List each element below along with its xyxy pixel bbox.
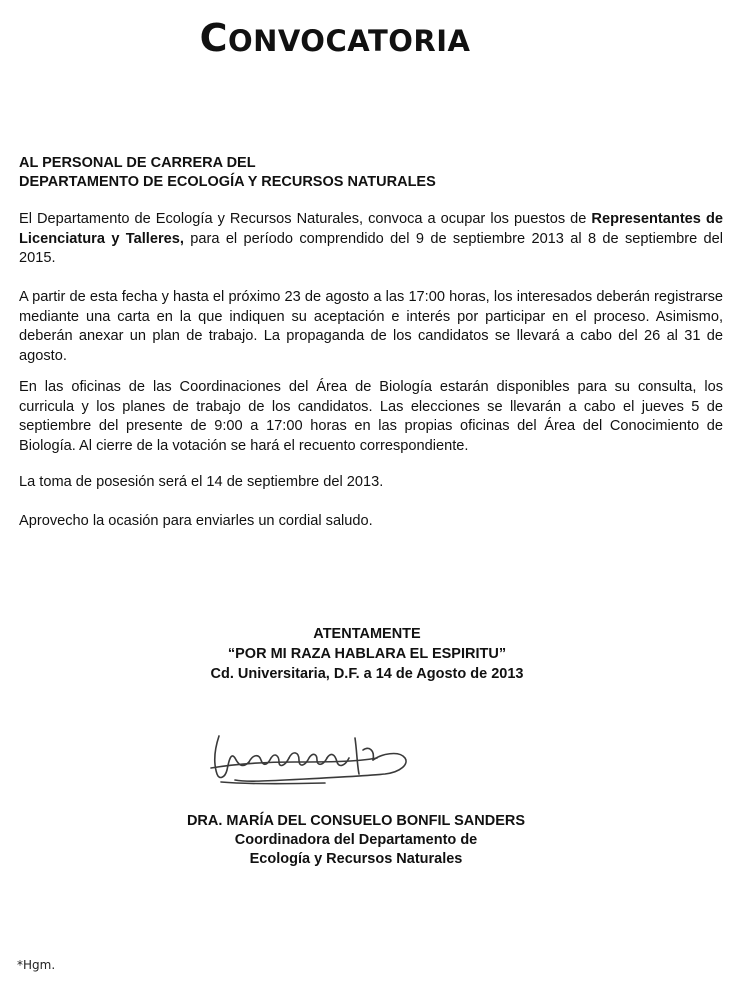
addressee-block [19,154,436,192]
paragraph-1 [19,210,723,269]
signatory-block [0,812,744,869]
title-rest: ONVOCATORIA [227,24,471,58]
paragraph-3: En las oficinas de las Coordinaciones del Área de Biología estarán disponibles para su consulta, los curricula y los planes de trabajo de los candidatos. Las elecciones se llevarán a cabo el jueves 5 de septiembre del presente de 9:00 a 17:00 horas en las propias oficinas del Área del Conocimiento de Biología. Al cierre de la votación se hará el recuento correspondiente. [19,379,723,454]
document-title [0,16,670,60]
paragraph-1-period: para el período comprendido del 9 de septiembre 2013 al 8 de septiembre del 2015. [19,230,723,266]
paragraph-2: A partir de esta fecha y hasta el próximo 23 de agosto a las 17:00 horas, los interesados deberán registrarse mediante una carta en la que indiquen su aceptación e interés por participar en el proceso. Asimismo, deberán anexar un plan de trabajo. La propaganda de los candidatos se llevará a cabo del 26 al 31 de agosto. [19,289,723,364]
paragraph-1-positions: Representantes de Licenciatura y Talleres, [19,211,723,247]
paragraph-4: La toma de posesión será el 14 de septiembre del 2013. [19,474,384,490]
handwritten-signature [205,728,415,788]
paragraph-5: Aprovecho la ocasión para enviarles un cordial saludo. [19,513,373,529]
closing-salutation: ATENTAMENTE [313,626,421,642]
typist-initials: *Hgm. [17,958,56,972]
paragraph-1-intro: El Departamento de Ecología y Recursos Naturales, convoca a ocupar los puestos de [19,211,587,227]
signatory-role-line-1: Coordinadora del Departamento de [234,832,478,848]
addressee-line-1: AL PERSONAL DE CARRERA DEL [19,155,256,171]
addressee-line-2: DEPARTAMENTO DE ECOLOGÍA Y RECURSOS NATURALES [19,174,436,190]
signatory-name: DRA. MARÍA DEL CONSUELO BONFIL SANDERS [186,813,526,829]
closing-block [0,624,744,684]
signatory-role-line-2: Ecología y Recursos Naturales [249,851,463,867]
closing-place-date: Cd. Universitaria, D.F. a 14 de Agosto de 2013 [210,666,524,682]
title-first-letter: C [199,16,228,60]
closing-motto: “POR MI RAZA HABLARA EL ESPIRITU” [227,646,507,662]
